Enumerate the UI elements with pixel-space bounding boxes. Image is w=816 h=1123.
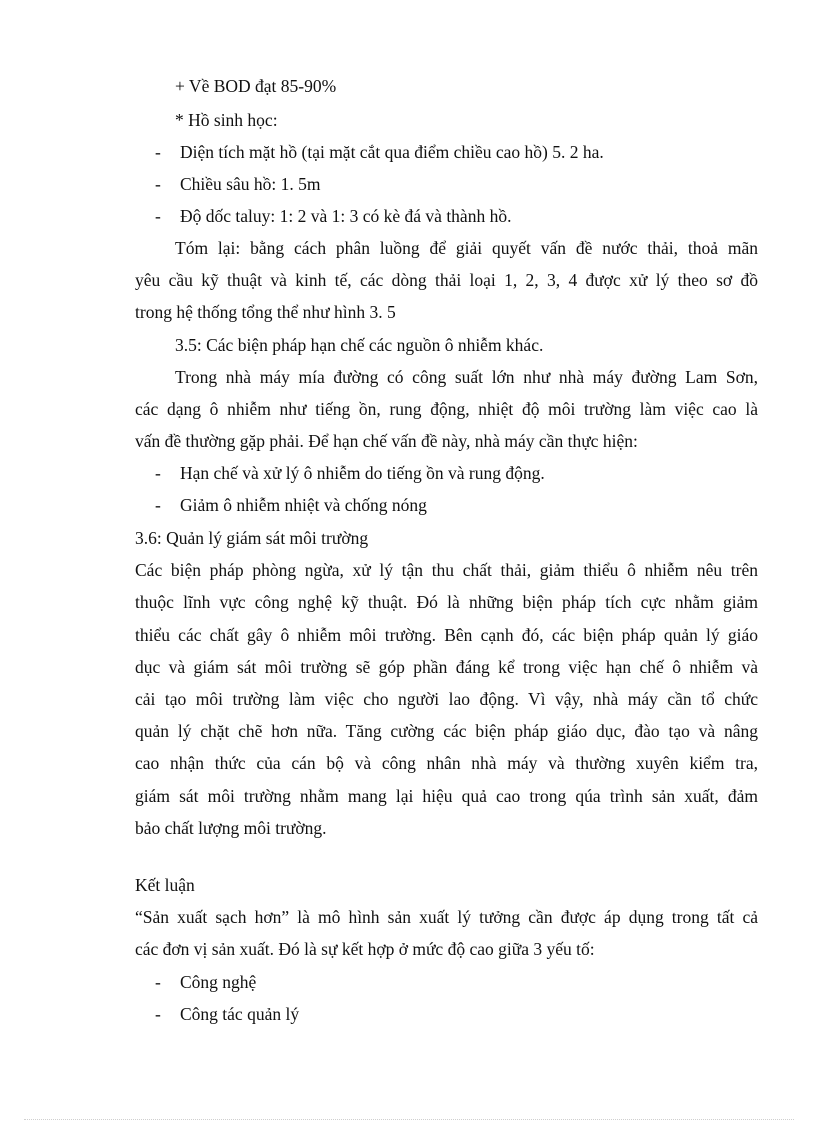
conclusion-line-1: “Sản xuất sạch hơn” là mô hình sản xuất lý tưởng cần được áp dụng trong tất cả xyxy=(135,907,758,927)
management-para-line-9: bảo chất lượng môi trường. xyxy=(135,818,327,838)
bullet-dash: - xyxy=(155,174,161,194)
bullet-dash: - xyxy=(155,1004,161,1024)
bullet-dash: - xyxy=(155,206,161,226)
bullet-dash: - xyxy=(155,463,161,483)
management-para-line-2: thuộc lĩnh vực công nghệ kỹ thuật. Đó là những biện pháp tích cực nhằm giảm xyxy=(135,592,758,612)
management-para-line-1: Các biện pháp phòng ngừa, xử lý tận thu chất thải, giảm thiểu ô nhiễm nêu trên xyxy=(135,560,758,580)
pollution-para-line-3: vấn đề thường gặp phải. Để hạn chế vấn đề này, nhà máy cần thực hiện: xyxy=(135,431,638,451)
management-para-line-3: thiểu các chất gây ô nhiễm môi trường. Bên cạnh đó, các biện pháp quản lý giáo xyxy=(135,625,758,645)
technology-item: Công nghệ xyxy=(180,972,257,992)
bullet-dash: - xyxy=(155,142,161,162)
management-item: Công tác quản lý xyxy=(180,1004,300,1024)
conclusion-line-2: các đơn vị sản xuất. Đó là sự kết hợp ở mức độ cao giữa 3 yếu tố: xyxy=(135,939,595,959)
bullet-dash: - xyxy=(155,495,161,515)
management-para-line-4: dục và giám sát môi trường sẽ góp phần đáng kể trong việc hạn chế ô nhiễm và xyxy=(135,657,758,677)
management-para-line-6: quản lý chặt chẽ hơn nữa. Tăng cường các biện pháp giáo dục, đào tạo và nâng xyxy=(135,721,758,741)
heat-item: Giảm ô nhiễm nhiệt và chống nóng xyxy=(180,495,427,515)
pond-depth-item: Chiều sâu hồ: 1. 5m xyxy=(180,174,321,194)
bullet-dash: - xyxy=(155,972,161,992)
bod-line: + Về BOD đạt 85-90% xyxy=(175,76,337,96)
management-para-line-8: giám sát môi trường nhằm mang lại hiệu quả cao trong qúa trình sản xuất, đảm xyxy=(135,786,758,806)
pond-area-item: Diện tích mặt hồ (tại mặt cắt qua điểm chiều cao hồ) 5. 2 ha. xyxy=(180,142,604,162)
summary-line-3: trong hệ thống tổng thể như hình 3. 5 xyxy=(135,302,396,322)
bio-pond-heading: * Hồ sinh học: xyxy=(175,110,278,130)
pollution-para-line-2: các dạng ô nhiễm như tiếng ồn, rung động, nhiệt độ môi trường làm việc cao là xyxy=(135,399,758,419)
summary-line-2: yêu cầu kỹ thuật và kinh tế, các dòng thải loại 1, 2, 3, 4 được xử lý theo sơ đồ xyxy=(135,270,758,290)
section-3-6-heading: 3.6: Quản lý giám sát môi trường xyxy=(135,528,369,548)
summary-line-1: Tóm lại: bằng cách phân luồng để giải quyết vấn đề nước thải, thoả mãn xyxy=(175,238,758,258)
management-para-line-7: cao nhận thức của cán bộ và công nhân nhà máy và thường xuyên kiểm tra, xyxy=(135,753,758,773)
pollution-para-line-1: Trong nhà máy mía đường có công suất lớn như nhà máy đường Lam Sơn, xyxy=(175,367,758,387)
slope-item: Độ dốc taluy: 1: 2 và 1: 3 có kè đá và thành hồ. xyxy=(180,206,512,226)
noise-item: Hạn chế và xử lý ô nhiễm do tiếng ồn và rung động. xyxy=(180,463,545,483)
conclusion-heading: Kết luận xyxy=(135,875,195,895)
management-para-line-5: cải tạo môi trường làm việc cho người lao động. Vì vậy, nhà máy cần tổ chức xyxy=(135,689,758,709)
page-bottom-divider xyxy=(24,1119,794,1120)
section-3-5-heading: 3.5: Các biện pháp hạn chế các nguồn ô nhiễm khác. xyxy=(175,335,544,355)
